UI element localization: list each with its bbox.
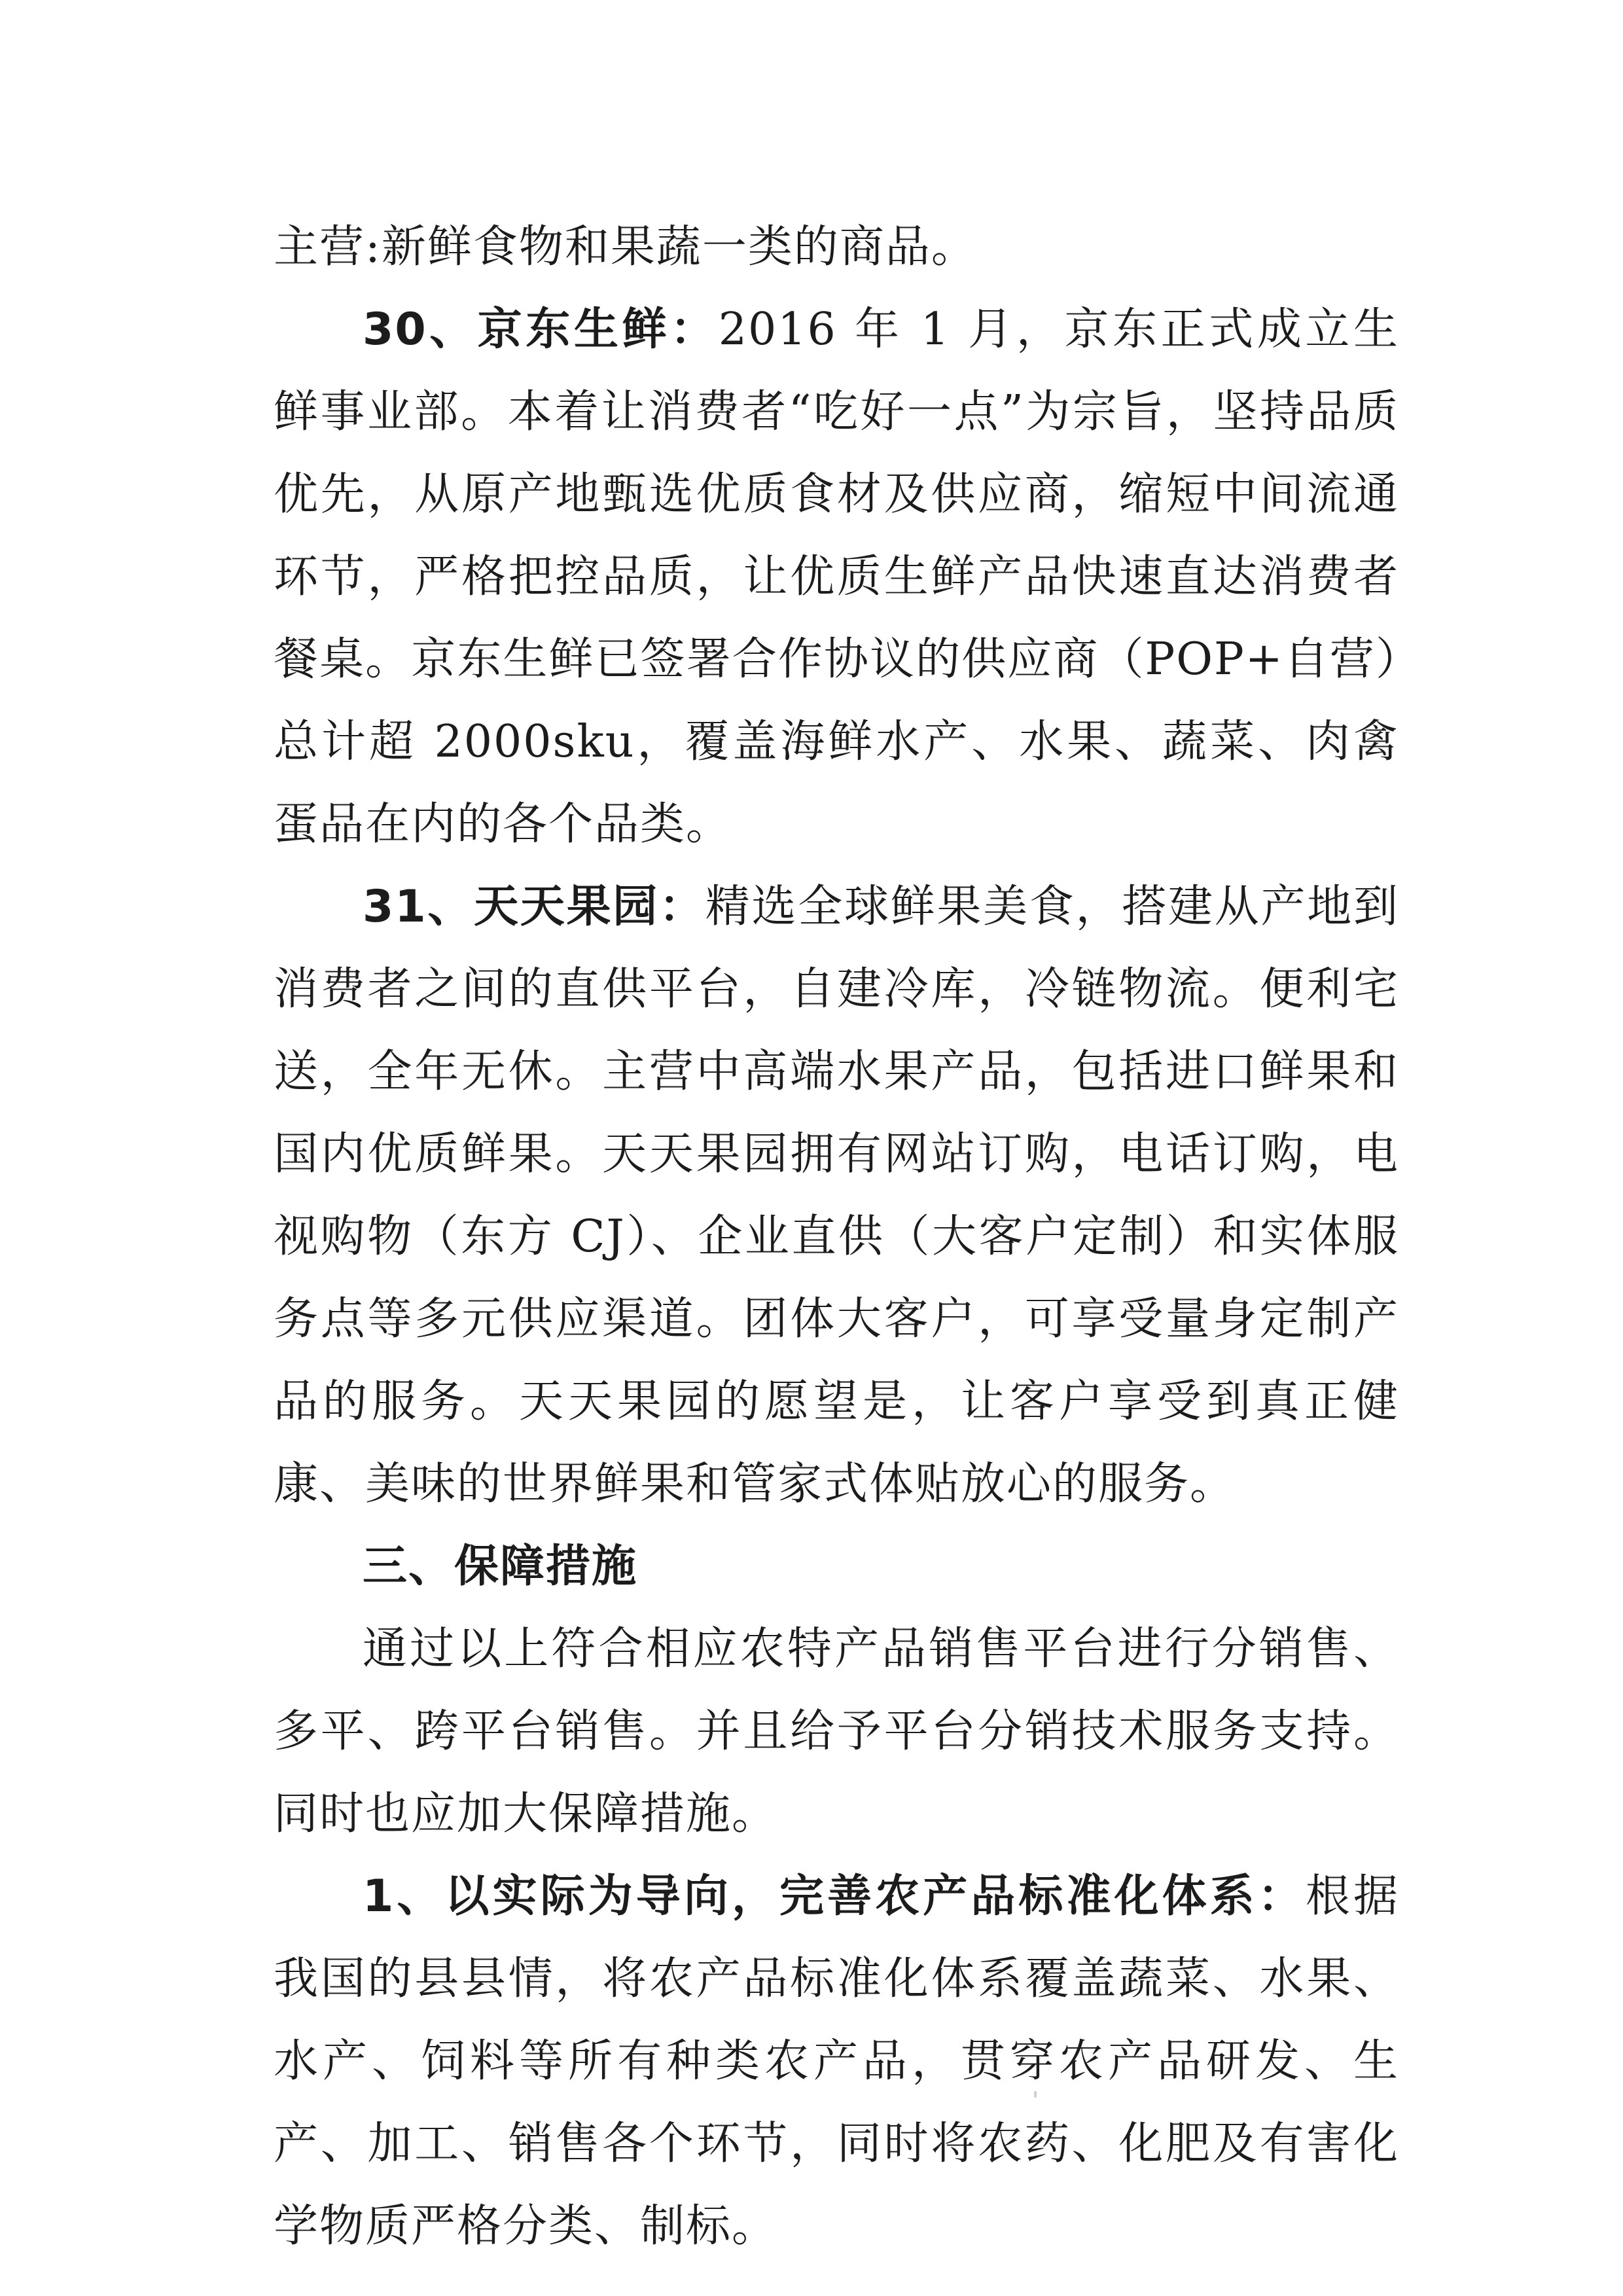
- scan-speck: [1034, 2091, 1037, 2098]
- paragraph-tiantian-orchard: [274, 866, 1399, 1526]
- paragraph-continuation: 主营:新鲜食物和果蔬一类的商品。: [274, 221, 977, 273]
- paragraph-lead-tiantian-orchard: 31、天天果园：: [363, 881, 705, 933]
- paragraph-lead-jd-fresh: 30、京东生鲜：: [363, 304, 719, 355]
- document-body: [274, 206, 1399, 2268]
- paragraph-standardization: [274, 1856, 1399, 2268]
- paragraph-measures-intro: 通过以上符合相应农特产品销售平台进行分销售、多平、跨平台销售。并且给予平台分销技术服务支持。同时也应加大保障措施。: [274, 1623, 1399, 1840]
- paragraph-body-tiantian-orchard: 精选全球鲜果美食，搭建从产地到消费者之间的直供平台，自建冷库，冷链物流。便利宅送，全年无休。主营中高端水果产品，包括进口鲜果和国内优质鲜果。天天果园拥有网站订购，电话订购，电视购物（东方 CJ）、企业直供（大客户定制）和实体服务点等多元供应渠道。团体大客户，可享受量身定制产品的服务。天天果园的愿望是，让客户享受到真正健康、美味的世界鲜果和管家式体贴放心的服务。: [274, 881, 1399, 1510]
- paragraph-body-standardization: 根据我国的县县情，将农产品标准化体系覆盖蔬菜、水果、水产、饲料等所有种类农产品，贯穿农产品研发、生产、加工、销售各个环节，同时将农药、化肥及有害化学物质严格分类、制标。: [274, 1871, 1399, 2252]
- paragraph-lead-standardization: 1、以实际为导向，完善农产品标准化体系：: [363, 1871, 1306, 1922]
- section-heading: 三、保障措施: [363, 1541, 638, 1592]
- paragraph-jd-fresh: [274, 289, 1399, 866]
- paragraph-body-jd-fresh: 2016 年 1 月，京东正式成立生鲜事业部。本着让消费者“吃好一点”为宗旨，坚持品质优先，从原产地甄选优质食材及供应商，缩短中间流通环节，严格把控品质，让优质生鲜产品快速直达消费者餐桌。京东生鲜已签署合作协议的供应商（POP+自营）总计超 2000sku，覆盖海鲜水产、水果、蔬菜、肉禽蛋品在内的各个品类。: [274, 304, 1399, 850]
